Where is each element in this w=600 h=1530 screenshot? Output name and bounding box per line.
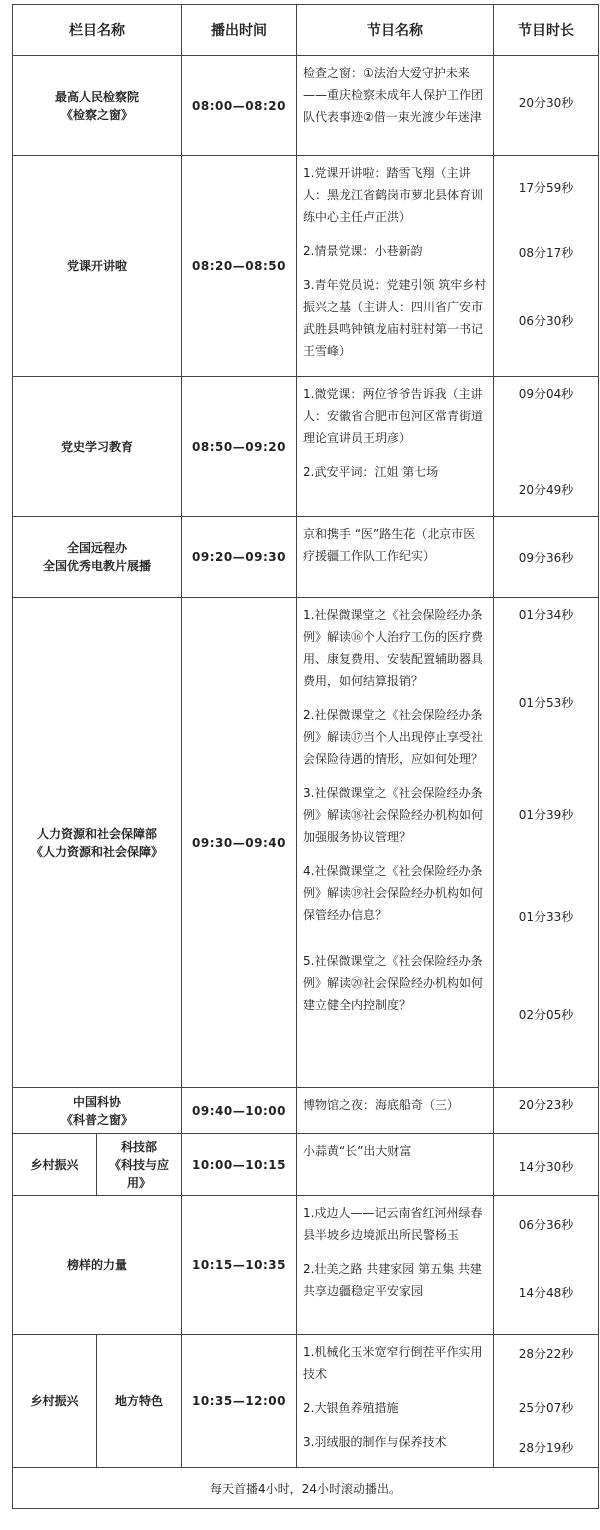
table-row [13,1088,599,1134]
duration-item: 14分48秒 [518,1286,574,1300]
table-row [13,517,599,598]
air-time: 09:20—09:30 [182,517,297,598]
program-item: 2.情景党课：小巷新韵 [303,244,423,258]
program-list [297,1335,494,1468]
column-name: 中国科协 《科普之窗》 [13,1088,182,1134]
program-list [297,1134,494,1196]
sub-column-name: 地方特色 [97,1335,182,1468]
program-item: 2.壮美之路 共建家园 第五集 共建共享边疆稳定平安家园 [303,1262,482,1298]
program-list [297,598,494,1088]
program-item: 2.大银鱼养殖措施 [303,1401,399,1415]
header-time: 播出时间 [182,5,297,56]
sub-column-name: 科技部 《科技与应用》 [97,1134,182,1196]
air-time: 08:00—08:20 [182,56,297,156]
header-column: 栏目名称 [13,5,182,56]
air-time: 08:50—09:20 [182,377,297,517]
program-item: 2.武安平词：江姐 第七场 [303,465,439,479]
duration-item: 01分34秒 [518,608,574,622]
duration-item: 14分30秒 [518,1160,574,1174]
schedule-body [13,56,599,1468]
program-item: 1.微党课：两位爷爷告诉我（主讲人：安徽省合肥市包河区常青街道理论宣讲员王玥彦） [303,387,484,445]
duration-list [494,56,599,156]
duration-item: 01分53秒 [518,696,574,710]
duration-list [494,156,599,377]
program-item: 3.社保微课堂之《社会保险经办条例》解读⑱社会保险经办机构如何加强服务协议管理？ [303,786,484,844]
duration-item: 20分23秒 [518,1098,574,1112]
program-item: 博物馆之夜：海底船奇（三） [303,1098,460,1112]
column-name: 全国远程办 全国优秀电教片展播 [13,517,182,598]
header-program: 节目名称 [297,5,494,56]
duration-item: 06分36秒 [518,1218,574,1232]
program-item: 3.青年党员说：党建引领 筑牢乡村振兴之基（主讲人：四川省广安市武胜县鸣钟镇龙庙村驻村第一书记王雪峰） [303,278,487,358]
program-item: 4.社保微课堂之《社会保险经办条例》解读⑲社会保险经办机构如何保管经办信息？ [303,864,484,922]
program-list [297,156,494,377]
program-list [297,56,494,156]
duration-item: 09分36秒 [518,551,574,565]
column-name: 人力资源和社会保障部 《人力资源和社会保障》 [13,598,182,1088]
duration-list [494,1134,599,1196]
program-item: 2.社保微课堂之《社会保险经办条例》解读⑰当个人出现停止享受社会保险待遇的情形，应如何处理？ [303,708,484,766]
table-row [13,598,599,1088]
program-list [297,1196,494,1335]
program-item: 5.社保微课堂之《社会保险经办条例》解读⑳社会保险经办机构如何建立健全内控制度？ [303,954,484,1012]
duration-list [494,1335,599,1468]
table-row [13,1134,599,1196]
footer-row [13,1468,599,1509]
column-name: 最高人民检察院 《检察之窗》 [13,56,182,156]
duration-item: 20分30秒 [518,96,574,110]
program-item: 1.社保微课堂之《社会保险经办条例》解读⑯个人治疗工伤的医疗费用、康复费用、安装配置辅助器具费用，如何结算报销？ [303,608,484,688]
table-row [13,377,599,517]
footer-note: 每天首播4小时，24小时滚动播出。 [13,1468,599,1509]
duration-list [494,1088,599,1134]
duration-item: 01分39秒 [518,808,574,822]
duration-item: 09分04秒 [518,387,574,401]
table-row [13,56,599,156]
air-time: 09:30—09:40 [182,598,297,1088]
duration-list [494,598,599,1088]
duration-list [494,377,599,517]
duration-item: 25分07秒 [518,1401,574,1415]
column-name: 乡村振兴 [13,1335,97,1468]
duration-item: 08分17秒 [518,246,574,260]
program-item: 1.戍边人——记云南省红河州绿春县半坡乡边境派出所民警杨玉 [303,1206,483,1242]
duration-item: 17分59秒 [518,181,574,195]
header-duration: 节目时长 [494,5,599,56]
air-time: 10:35—12:00 [182,1335,297,1468]
program-list [297,517,494,598]
column-name: 乡村振兴 [13,1134,97,1196]
duration-item: 28分22秒 [518,1347,574,1361]
program-list [297,1088,494,1134]
program-item: 3.羽绒服的制作与保养技术 [303,1435,447,1449]
table-row [13,1335,599,1468]
program-item: 1.机械化玉米宽窄行倒茬平作实用技术 [303,1345,483,1381]
duration-item: 28分19秒 [518,1441,574,1455]
duration-item: 06分30秒 [518,314,574,328]
table-row [13,156,599,377]
duration-item: 01分33秒 [518,910,574,924]
column-name: 党课开讲啦 [13,156,182,377]
program-item: 检查之窗：①法治大爱守护未来——重庆检察未成年人保护工作团队代表事迹②借一束光渡少年迷津 [303,66,484,124]
column-name: 党史学习教育 [13,377,182,517]
air-time: 10:15—10:35 [182,1196,297,1335]
duration-item: 02分05秒 [518,1008,574,1022]
air-time: 10:00—10:15 [182,1134,297,1196]
program-item: 京和携手 “医”路生花（北京市医疗援疆工作队工作纪实） [303,527,476,563]
duration-list [494,1196,599,1335]
duration-item: 20分49秒 [518,483,574,497]
schedule-table [12,4,599,1509]
air-time: 09:40—10:00 [182,1088,297,1134]
program-item: 1.党课开讲啦：踏雪飞翔（主讲人：黑龙江省鹤岗市萝北县体育训练中心主任卢正洪） [303,166,484,224]
header-row [13,5,599,56]
duration-list [494,517,599,598]
air-time: 08:20—08:50 [182,156,297,377]
program-list [297,377,494,517]
table-row [13,1196,599,1335]
column-name: 榜样的力量 [13,1196,182,1335]
program-item: 小蒜黄“长”出大财富 [303,1144,412,1158]
